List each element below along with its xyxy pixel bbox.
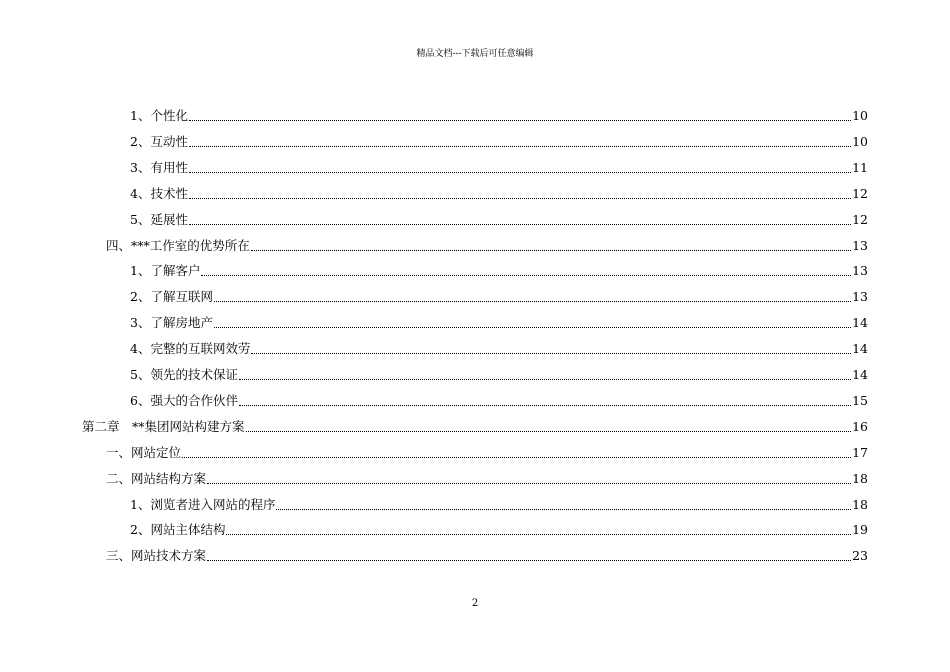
toc-entry-page: 15 (852, 392, 868, 408)
toc-entry[interactable] (130, 391, 868, 411)
toc-entry-label: 三、网站技术方案 (106, 548, 207, 564)
toc-entry-page: 14 (852, 367, 868, 382)
toc-entry[interactable] (130, 184, 868, 204)
toc-entry-page: 14 (852, 315, 868, 331)
toc-entry-label: 4、技术性 (130, 185, 188, 201)
toc-entry-page: 18 (852, 496, 868, 512)
toc-entry-label: 2、了解互联网 (130, 289, 213, 305)
toc-entry-label: 一、网站定位 (106, 444, 182, 460)
toc-entry-page: 12 (852, 185, 868, 201)
toc-dot-leader (276, 509, 851, 510)
toc-entry[interactable] (130, 339, 868, 359)
toc-dot-leader (201, 275, 851, 276)
toc-dot-leader (182, 457, 851, 458)
toc-entry[interactable] (130, 261, 868, 281)
toc-entry[interactable] (106, 443, 868, 463)
toc-entry[interactable] (106, 546, 868, 566)
toc-entry[interactable] (130, 132, 868, 152)
toc-entry-page: 11 (852, 159, 868, 175)
toc-dot-leader (207, 483, 851, 484)
toc-dot-leader (239, 379, 851, 380)
toc-dot-leader (246, 431, 852, 432)
toc-entry[interactable] (130, 313, 868, 333)
toc-entry[interactable] (130, 287, 868, 307)
toc-dot-leader (189, 172, 851, 173)
toc-entry-page: 13 (852, 289, 868, 305)
toc-entry-label: 3、有用性 (130, 159, 188, 175)
toc-entry-label: 3、了解房地产 (130, 315, 213, 331)
toc-entry[interactable] (130, 520, 868, 540)
toc-entry-page: 13 (852, 263, 868, 279)
toc-entry-label: 二、网站结构方案 (106, 470, 207, 486)
toc-dot-leader (251, 353, 851, 354)
toc-dot-leader (207, 560, 851, 561)
toc-entry[interactable] (130, 495, 868, 515)
toc-dot-leader (214, 301, 851, 302)
header-text: 精品文档---下载后可任意编辑 (416, 49, 534, 59)
toc-entry-label: 5、领先的技术保证 (130, 367, 238, 382)
toc-entry-label: 2、互动性 (130, 133, 188, 149)
toc-entry[interactable] (130, 106, 868, 126)
toc-entry[interactable] (130, 210, 868, 230)
toc-entry-page: 19 (852, 522, 868, 538)
toc-dot-leader (239, 405, 851, 406)
toc-dot-leader (189, 146, 851, 147)
toc-entry-page: 17 (852, 444, 868, 460)
toc-entry-label: 四、***工作室的优势所在 (106, 237, 250, 253)
toc-entry-label: 6、强大的合作伙伴 (130, 392, 238, 408)
toc-dot-leader (189, 224, 851, 225)
toc-entry-label: 1、了解客户 (130, 263, 201, 279)
toc-entry[interactable] (106, 469, 868, 489)
toc-entry-label: 4、完整的互联网效劳 (130, 341, 251, 357)
toc-entry-label: 1、浏览者进入网站的程序 (130, 496, 276, 512)
toc-entry-page: 14 (852, 341, 868, 357)
toc-dot-leader (214, 327, 851, 328)
toc-entry[interactable] (130, 158, 868, 178)
page-footer (0, 598, 950, 610)
toc-dot-leader (226, 534, 851, 535)
toc-entry-page: 16 (852, 418, 868, 434)
toc-entry[interactable] (82, 417, 868, 437)
page-header (0, 48, 950, 60)
toc-entry[interactable] (106, 236, 868, 256)
toc-entry-page: 18 (852, 470, 868, 486)
toc-entry-page: 10 (852, 133, 868, 149)
toc-dot-leader (189, 120, 851, 121)
toc-entry-label: 1、个性化 (130, 108, 188, 123)
page-number: 2 (471, 598, 479, 609)
toc-entry[interactable] (130, 365, 868, 385)
toc-entry-page: 13 (852, 237, 868, 253)
toc-entry-label: 第二章 **集团网站构建方案 (82, 418, 245, 434)
toc-dot-leader (189, 198, 851, 199)
toc-entry-label: 5、延展性 (130, 211, 188, 227)
toc-dot-leader (251, 250, 851, 251)
toc-entry-page: 10 (852, 108, 868, 123)
toc-entry-label: 2、网站主体结构 (130, 522, 226, 538)
toc-entry-page: 23 (852, 548, 868, 564)
toc-entry-page: 12 (852, 211, 868, 227)
